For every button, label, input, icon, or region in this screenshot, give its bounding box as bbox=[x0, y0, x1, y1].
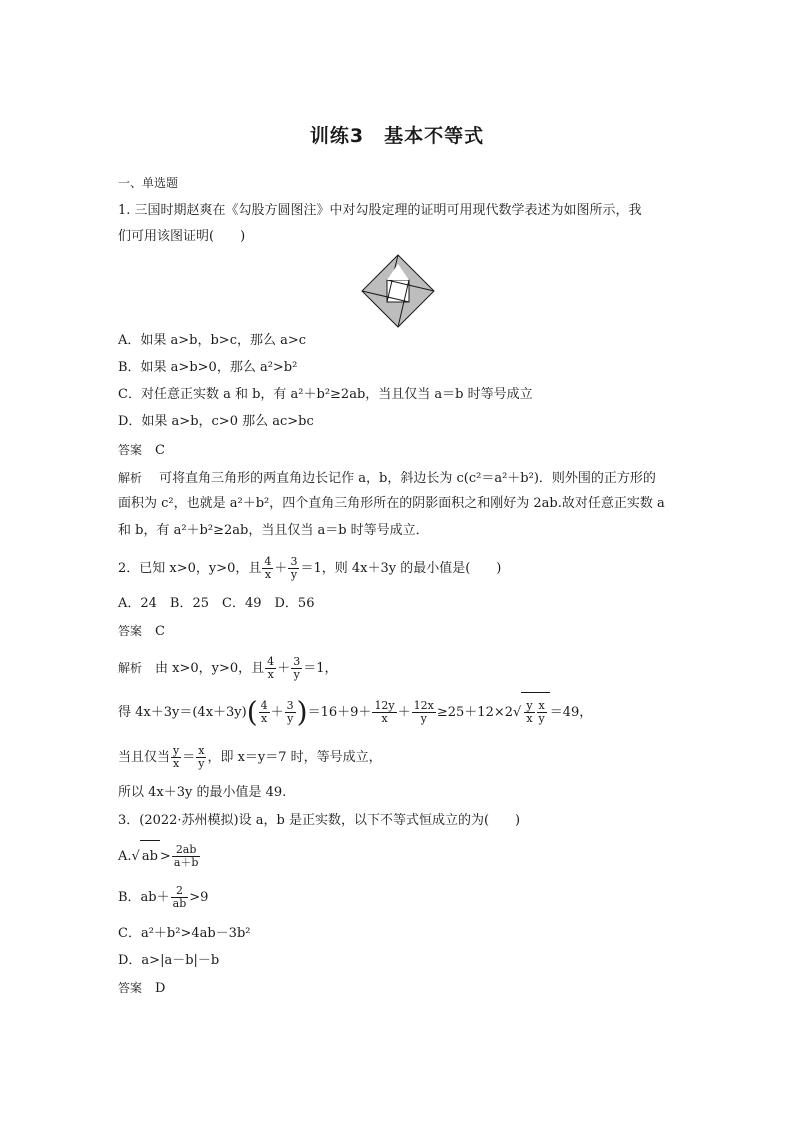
page-title: 训练3 基本不等式 bbox=[309, 125, 485, 147]
q1-stem-line2: 们可用该图证明( ) bbox=[118, 229, 246, 244]
q1-answer bbox=[118, 442, 165, 459]
q3-option-c: C．a²＋b²>4ab－3b² bbox=[118, 926, 251, 941]
fraction-12x-over-y: $\frac{12x}{y}$ bbox=[413, 699, 434, 725]
q1-analysis-line3: 和 b，有 a²＋b²≥2ab，当且仅当 a＝b 时等号成立． bbox=[118, 523, 429, 538]
q1-option-b: B．如果 a>b>0，那么 a²>b² bbox=[118, 360, 298, 375]
q2-options: A．24 B．25 C．49 D．56 bbox=[118, 596, 315, 611]
q2-analysis-line4: 所以 4x＋3y 的最小值是 49. bbox=[118, 785, 287, 800]
answer-label: 答案 bbox=[118, 624, 143, 638]
fraction-12y-over-x: $\frac{12y}{x}$ bbox=[374, 699, 395, 725]
q2-stem-text: 2．已知 x>0，y>0，且 bbox=[118, 561, 262, 576]
answer-label: 答案 bbox=[118, 981, 143, 995]
q3-stem: 3．(2022·苏州模拟)设 a，b 是正实数，以下不等式恒成立的为( ) bbox=[118, 813, 521, 828]
q3-option-b: B．ab＋ $\frac{2}{ab}$ >9 bbox=[118, 884, 209, 910]
q2-stem: 2．已知 x>0，y>0，且 $\frac{4}{x}$ ＋ $\frac{3}{y}$ ＝1，则 4x＋3y 的最小值是( ) bbox=[118, 555, 502, 581]
q1-analysis-line2: 面积为 c²，也就是 a²＋b²，四个直角三角形所在的阴影面积之和刚好为 2ab.故对任意正实数 a bbox=[118, 496, 665, 511]
pythagoras-square-figure bbox=[360, 253, 436, 329]
fraction-2-over-ab: $\frac{2}{ab}$ bbox=[172, 884, 187, 910]
q1-option-d: D．如果 a>b，c>0 那么 ac>bc bbox=[118, 414, 314, 429]
fraction-4-over-x: $\frac{4}{x}$ bbox=[264, 555, 272, 581]
q1-stem-line1: 1. 三国时期赵爽在《勾股方圆图注》中对勾股定理的证明可用现代数学表述为如图所示，我 bbox=[118, 203, 642, 218]
answer-value: C bbox=[155, 624, 165, 639]
q1-option-a: A．如果 a>b，b>c，那么 a>c bbox=[118, 333, 307, 348]
fraction-y-over-x: $\frac{y}{x}$ bbox=[173, 744, 180, 770]
fraction-4-over-x: $\frac{4}{x}$ bbox=[267, 655, 275, 681]
q2-analysis-line2: 得 4x＋3y＝(4x＋3y)( $\frac{4}{x}$ ＋ $\frac{3}{y}$ )＝16＋9＋ $\frac{12y}{x}$ ＋ $\frac{12x}{y}$ ≥25＋12×2√ $\frac{y}{x}$ $\frac{x}{y}$ ＝49， bbox=[118, 692, 592, 733]
fraction-3-over-y: $\frac{3}{y}$ bbox=[293, 655, 301, 681]
fraction-2ab-over-a-plus-b: $\frac{2ab}{a+b}$ bbox=[173, 843, 199, 869]
section-heading: 一、单选题 bbox=[118, 176, 179, 190]
fraction-4-over-x: $\frac{4}{x}$ bbox=[260, 699, 268, 725]
analysis-label: 解析 bbox=[118, 661, 143, 675]
q2-answer bbox=[118, 623, 165, 640]
analysis-text: 可将直角三角形的两直角边长记作 a，b，斜边长为 c(c²＝a²＋b²)．则外围的正方形的 bbox=[159, 471, 656, 486]
q3-option-d: D．a>|a－b|－b bbox=[118, 953, 220, 968]
fraction-x-over-y: $\frac{x}{y}$ bbox=[198, 744, 205, 770]
analysis-text: 由 x>0，y>0，且 bbox=[155, 661, 265, 676]
square-root-expression: √ $\frac{y}{x}$ $\frac{x}{y}$ bbox=[513, 692, 550, 733]
answer-value: C bbox=[155, 443, 165, 458]
q1-analysis-line1 bbox=[118, 470, 656, 487]
analysis-label: 解析 bbox=[118, 471, 143, 485]
q2-stem-text-end: ＝1，则 4x＋3y 的最小值是( ) bbox=[300, 561, 502, 576]
square-root-ab: √ ab bbox=[132, 840, 160, 873]
fraction-3-over-y: $\frac{3}{y}$ bbox=[290, 555, 298, 581]
q3-option-a: A.√ ab > $\frac{2ab}{a+b}$ bbox=[118, 840, 201, 873]
q2-analysis-line3: 当且仅当 $\frac{y}{x}$ ＝ $\frac{x}{y}$ ，即 x＝y＝7 时，等号成立， bbox=[118, 744, 382, 770]
q1-option-c: C．对任意正实数 a 和 b，有 a²＋b²≥2ab，当且仅当 a＝b 时等号成立 bbox=[118, 387, 533, 402]
q3-answer bbox=[118, 980, 165, 997]
q2-analysis-line1: 解析 由 x>0，y>0，且 $\frac{4}{x}$ ＋ $\frac{3}{y}$ ＝1， bbox=[118, 655, 338, 681]
answer-label: 答案 bbox=[118, 443, 143, 457]
answer-value: D bbox=[155, 981, 166, 996]
fraction-3-over-y: $\frac{3}{y}$ bbox=[286, 699, 294, 725]
